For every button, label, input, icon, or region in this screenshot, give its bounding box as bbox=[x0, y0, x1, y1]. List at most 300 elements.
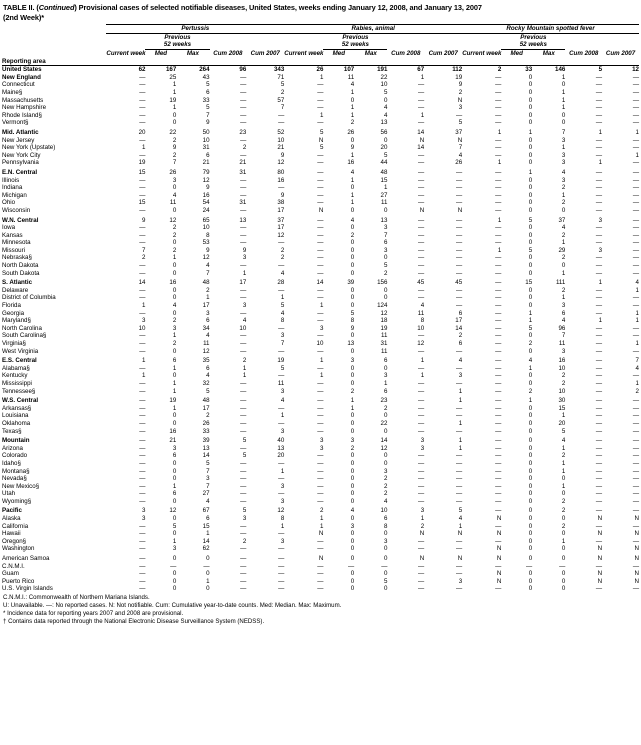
row-value: 45 bbox=[417, 279, 425, 287]
row-value: 3 bbox=[350, 437, 355, 445]
row-value: 6 bbox=[172, 452, 177, 460]
row-value: 3 bbox=[280, 332, 285, 340]
row-value: — bbox=[525, 562, 533, 570]
row-value: N bbox=[496, 515, 502, 523]
row-value: — bbox=[632, 347, 639, 355]
row-value: — bbox=[559, 562, 566, 570]
row-value: 0 bbox=[528, 537, 533, 545]
row-value: — bbox=[139, 555, 146, 563]
row-value: — bbox=[240, 530, 247, 538]
table-row bbox=[2, 184, 639, 192]
row-value: — bbox=[278, 570, 285, 578]
row-value: 34 bbox=[202, 324, 210, 332]
row-value: — bbox=[495, 347, 502, 355]
row-value: — bbox=[595, 294, 603, 302]
table-row bbox=[2, 152, 639, 160]
table-row bbox=[2, 348, 639, 357]
row-value: 2 bbox=[561, 452, 566, 460]
row-value: 1 bbox=[528, 364, 533, 372]
row-value: 0 bbox=[383, 136, 388, 144]
row-value: — bbox=[240, 340, 247, 347]
table-row bbox=[2, 119, 639, 128]
row-value: 0 bbox=[350, 239, 355, 247]
row-value: 9 bbox=[172, 144, 177, 152]
row-value: 0 bbox=[172, 372, 177, 380]
row-value: — bbox=[632, 144, 639, 152]
row-value: 1 bbox=[350, 176, 355, 184]
row-value: — bbox=[456, 545, 463, 553]
footnote-cnmi: C.N.M.I.: Commonwealth of Northern Mariana Islands. bbox=[3, 594, 150, 601]
row-area-label: Oregon§ bbox=[2, 537, 27, 545]
row-value: 11 bbox=[380, 199, 388, 207]
row-value: 7 bbox=[206, 269, 210, 277]
row-value: — bbox=[417, 254, 425, 262]
row-value: — bbox=[278, 577, 285, 585]
row-value: 1 bbox=[172, 404, 177, 412]
row-value: — bbox=[595, 168, 603, 176]
row-value: — bbox=[417, 364, 425, 372]
row-value: 2 bbox=[172, 151, 177, 159]
row-value: 0 bbox=[383, 254, 388, 262]
row-area-label: New Mexico§ bbox=[2, 482, 40, 490]
table-row bbox=[2, 128, 639, 137]
row-value: 5 bbox=[206, 387, 210, 395]
row-value: 2 bbox=[561, 497, 566, 505]
row-value: 7 bbox=[280, 340, 285, 347]
table-row bbox=[2, 144, 639, 152]
row-value: 3 bbox=[383, 224, 388, 232]
row-value: 3 bbox=[242, 515, 247, 523]
row-value: 3 bbox=[319, 444, 324, 452]
row-value: — bbox=[632, 89, 639, 96]
row-value: — bbox=[495, 387, 502, 395]
row-value: 20 bbox=[380, 144, 388, 152]
row-value: 4 bbox=[635, 279, 639, 287]
row-area-label: New England bbox=[2, 73, 41, 81]
row-value: 11 bbox=[558, 340, 566, 347]
group-header-rmsf: Rocky Mountain spotted fever bbox=[462, 25, 639, 34]
row-value: — bbox=[278, 459, 285, 467]
row-value: — bbox=[417, 404, 425, 412]
row-value: — bbox=[417, 159, 425, 167]
row-value: 107 bbox=[343, 66, 355, 74]
row-value: — bbox=[139, 497, 146, 505]
row-value: — bbox=[595, 397, 603, 405]
row-value: 5 bbox=[206, 459, 210, 467]
row-value: 2 bbox=[206, 412, 210, 420]
col-previous-1: Previous bbox=[164, 33, 191, 41]
row-value: 0 bbox=[172, 347, 177, 355]
row-value: 0 bbox=[350, 490, 355, 498]
row-area-label: United States bbox=[2, 66, 42, 74]
row-value: 9 bbox=[350, 324, 355, 332]
row-value: — bbox=[595, 482, 603, 490]
row-value: — bbox=[417, 332, 425, 340]
row-area-label: Nebraska§ bbox=[2, 254, 32, 262]
row-value: — bbox=[317, 104, 324, 112]
row-value: — bbox=[632, 497, 639, 505]
row-value: — bbox=[632, 81, 639, 89]
row-value: 1 bbox=[383, 379, 388, 387]
row-value: — bbox=[495, 497, 502, 505]
row-value: 0 bbox=[528, 577, 533, 585]
row-value: 4 bbox=[206, 332, 210, 340]
row-value: 3 bbox=[319, 437, 324, 445]
row-value: 2 bbox=[172, 136, 177, 144]
row-value: — bbox=[240, 119, 247, 127]
row-value: N bbox=[419, 530, 425, 538]
row-value: 1 bbox=[420, 357, 425, 365]
row-value: N bbox=[597, 570, 603, 578]
row-value: — bbox=[632, 191, 639, 199]
row-value: 15 bbox=[558, 404, 566, 412]
row-value: 1 bbox=[172, 537, 177, 545]
row-area-label: C.N.M.I. bbox=[2, 562, 25, 570]
row-value: — bbox=[456, 562, 463, 570]
row-value: 5 bbox=[280, 302, 285, 310]
table-row bbox=[2, 278, 639, 287]
row-value: — bbox=[456, 459, 463, 467]
row-value: 22 bbox=[380, 419, 388, 427]
row-value: — bbox=[456, 467, 463, 475]
table-row bbox=[2, 74, 639, 82]
row-value: — bbox=[495, 357, 502, 365]
row-value: — bbox=[139, 332, 146, 340]
row-value: — bbox=[139, 184, 146, 192]
row-value: 5 bbox=[528, 324, 533, 332]
row-area-label: Washington bbox=[2, 545, 35, 553]
row-value: 8 bbox=[350, 317, 355, 325]
row-value: 21 bbox=[169, 437, 177, 445]
row-value: 6 bbox=[383, 515, 388, 523]
col-med-2: Med bbox=[332, 50, 345, 58]
row-value: — bbox=[632, 231, 639, 239]
row-value: 6 bbox=[172, 490, 177, 498]
row-value: 1 bbox=[242, 364, 247, 372]
row-value: N bbox=[634, 570, 639, 578]
row-value: — bbox=[417, 537, 425, 545]
row-value: — bbox=[632, 372, 639, 380]
row-value: — bbox=[595, 254, 603, 262]
row-value: 6 bbox=[206, 364, 210, 372]
row-value: — bbox=[317, 459, 324, 467]
row-value: 0 bbox=[528, 545, 533, 553]
row-value: 1 bbox=[319, 515, 324, 523]
row-value: 6 bbox=[383, 357, 388, 365]
row-area-label: Kansas bbox=[2, 231, 23, 239]
row-value: 5 bbox=[319, 128, 324, 136]
row-value: 2 bbox=[635, 387, 639, 395]
row-value: — bbox=[456, 231, 463, 239]
table-row bbox=[2, 412, 639, 420]
row-value: 1 bbox=[350, 199, 355, 207]
row-value: — bbox=[139, 467, 146, 475]
row-value: — bbox=[317, 168, 324, 176]
row-value: 1 bbox=[635, 309, 639, 317]
row-value: — bbox=[417, 104, 425, 112]
row-value: N bbox=[419, 206, 425, 214]
row-value: 26 bbox=[316, 66, 324, 74]
row-value: 80 bbox=[277, 168, 285, 176]
row-value: 0 bbox=[350, 96, 355, 104]
row-value: — bbox=[240, 184, 247, 192]
row-value: 5 bbox=[383, 89, 388, 96]
row-value: — bbox=[278, 111, 285, 119]
row-area-label: Utah bbox=[2, 490, 16, 498]
row-value: — bbox=[456, 246, 463, 254]
row-value: 1 bbox=[319, 111, 324, 119]
row-value: 10 bbox=[417, 324, 425, 332]
row-value: 3 bbox=[383, 372, 388, 380]
table-row bbox=[2, 356, 639, 365]
row-area-label: Alabama§ bbox=[2, 364, 30, 372]
row-value: 8 bbox=[280, 515, 285, 523]
table-row bbox=[2, 436, 639, 445]
row-value: 0 bbox=[172, 412, 177, 420]
row-value: 0 bbox=[528, 467, 533, 475]
row-value: 0 bbox=[350, 497, 355, 505]
row-value: 1 bbox=[497, 128, 502, 136]
row-value: N bbox=[496, 577, 502, 585]
row-value: — bbox=[139, 73, 146, 81]
row-value: — bbox=[139, 379, 146, 387]
row-value: — bbox=[317, 317, 324, 325]
row-value: 5 bbox=[242, 452, 247, 460]
row-value: — bbox=[417, 246, 425, 254]
row-value: 62 bbox=[138, 66, 146, 74]
row-value: — bbox=[240, 570, 247, 578]
row-value: — bbox=[139, 459, 146, 467]
row-value: 0 bbox=[350, 419, 355, 427]
row-value: — bbox=[456, 452, 463, 460]
row-value: — bbox=[632, 159, 639, 167]
row-value: 21 bbox=[202, 159, 210, 167]
row-value: 31 bbox=[239, 199, 247, 207]
row-value: — bbox=[456, 364, 463, 372]
row-value: — bbox=[632, 262, 639, 270]
row-value: — bbox=[456, 347, 463, 355]
row-value: 7 bbox=[561, 332, 566, 340]
row-value: — bbox=[495, 309, 502, 317]
row-value: — bbox=[456, 216, 463, 224]
row-value: — bbox=[139, 269, 146, 277]
row-value: — bbox=[317, 570, 324, 578]
row-value: 17 bbox=[277, 206, 285, 214]
row-value: 19 bbox=[169, 397, 177, 405]
row-value: 1 bbox=[420, 372, 425, 380]
row-value: — bbox=[278, 490, 285, 498]
row-value: 5 bbox=[383, 151, 388, 159]
row-value: — bbox=[456, 537, 463, 545]
row-value: — bbox=[595, 372, 603, 380]
row-value: — bbox=[317, 585, 324, 593]
row-value: 0 bbox=[172, 206, 177, 214]
footnotes bbox=[3, 594, 638, 626]
row-value: — bbox=[495, 372, 502, 380]
col-52weeks-1: 52 weeks bbox=[145, 41, 209, 49]
row-value: — bbox=[632, 427, 639, 435]
table-row bbox=[2, 332, 639, 340]
row-value: 4 bbox=[458, 357, 463, 365]
row-value: 5 bbox=[172, 522, 177, 530]
row-value: 1 bbox=[561, 537, 566, 545]
row-value: 0 bbox=[528, 269, 533, 277]
row-value: 9 bbox=[458, 81, 463, 89]
row-value: N bbox=[318, 136, 324, 144]
row-value: — bbox=[203, 562, 210, 570]
table-row bbox=[2, 232, 639, 240]
row-value: — bbox=[240, 577, 247, 585]
row-value: — bbox=[139, 231, 146, 239]
row-value: 3 bbox=[280, 497, 285, 505]
row-value: 0 bbox=[350, 286, 355, 294]
row-value: — bbox=[595, 427, 603, 435]
row-value: — bbox=[317, 419, 324, 427]
row-value: — bbox=[456, 427, 463, 435]
row-value: 13 bbox=[277, 444, 285, 452]
row-value: 2 bbox=[561, 507, 566, 515]
table-row bbox=[2, 428, 639, 437]
table-row bbox=[2, 224, 639, 232]
row-value: 0 bbox=[172, 585, 177, 593]
row-value: 37 bbox=[558, 216, 566, 224]
row-value: 0 bbox=[383, 545, 388, 553]
row-value: 5 bbox=[528, 246, 533, 254]
row-value: N bbox=[597, 555, 603, 563]
row-value: — bbox=[317, 490, 324, 498]
row-value: 2 bbox=[497, 66, 502, 74]
row-value: 1 bbox=[350, 151, 355, 159]
row-value: — bbox=[317, 482, 324, 490]
row-value: 31 bbox=[380, 340, 388, 347]
row-value: — bbox=[632, 239, 639, 247]
row-value: 1 bbox=[561, 191, 566, 199]
row-value: 17 bbox=[202, 302, 210, 310]
row-value: 56 bbox=[380, 128, 388, 136]
row-value: — bbox=[632, 294, 639, 302]
row-value: 10 bbox=[202, 224, 210, 232]
row-value: 1 bbox=[458, 387, 463, 395]
row-value: — bbox=[595, 89, 603, 96]
row-value: 5 bbox=[458, 119, 463, 127]
row-value: 0 bbox=[528, 555, 533, 563]
row-value: 43 bbox=[202, 73, 210, 81]
row-value: — bbox=[139, 151, 146, 159]
row-value: 0 bbox=[172, 570, 177, 578]
row-value: 4 bbox=[280, 397, 285, 405]
row-value: — bbox=[317, 412, 324, 420]
row-value: 1 bbox=[319, 302, 324, 310]
row-value: 20 bbox=[277, 452, 285, 460]
row-value: 26 bbox=[169, 168, 177, 176]
row-value: — bbox=[632, 199, 639, 207]
row-value: — bbox=[317, 119, 324, 127]
row-value: — bbox=[595, 224, 603, 232]
row-value: 0 bbox=[350, 427, 355, 435]
row-value: — bbox=[139, 482, 146, 490]
row-value: 0 bbox=[172, 262, 177, 270]
row-value: 3 bbox=[598, 246, 603, 254]
row-value: — bbox=[278, 562, 285, 570]
row-value: — bbox=[595, 340, 603, 347]
row-value: — bbox=[139, 437, 146, 445]
row-value: — bbox=[595, 437, 603, 445]
row-value: 124 bbox=[377, 302, 388, 310]
row-value: 9 bbox=[280, 191, 285, 199]
row-value: — bbox=[595, 262, 603, 270]
row-value: 31 bbox=[202, 144, 210, 152]
row-value: — bbox=[139, 176, 146, 184]
row-value: — bbox=[456, 176, 463, 184]
row-value: — bbox=[456, 585, 463, 593]
row-value: 1 bbox=[635, 340, 639, 347]
row-value: N bbox=[419, 136, 425, 144]
row-area-label: Tennessee§ bbox=[2, 387, 36, 395]
row-value: — bbox=[417, 216, 425, 224]
row-value: — bbox=[240, 467, 247, 475]
row-value: — bbox=[240, 379, 247, 387]
table-row bbox=[2, 302, 639, 310]
row-value: — bbox=[139, 397, 146, 405]
row-value: 1 bbox=[172, 332, 177, 340]
row-value: — bbox=[495, 324, 502, 332]
row-value: 2 bbox=[458, 332, 463, 340]
row-value: — bbox=[139, 412, 146, 420]
row-value: — bbox=[456, 224, 463, 232]
row-value: — bbox=[495, 507, 502, 515]
row-value: — bbox=[495, 168, 502, 176]
row-value: — bbox=[456, 239, 463, 247]
table-row bbox=[2, 538, 639, 546]
row-value: — bbox=[240, 224, 247, 232]
row-value: 7 bbox=[635, 357, 639, 365]
row-area-label: Rhode Island§ bbox=[2, 111, 42, 119]
row-value: 1 bbox=[635, 379, 639, 387]
row-value: N bbox=[457, 96, 463, 104]
row-value: — bbox=[456, 262, 463, 270]
row-area-label: Iowa bbox=[2, 224, 16, 232]
table-row bbox=[2, 570, 639, 578]
table-row bbox=[2, 545, 639, 554]
row-value: 0 bbox=[383, 585, 388, 593]
row-value: 21 bbox=[239, 159, 247, 167]
table-row bbox=[2, 177, 639, 185]
row-area-label: West Virginia bbox=[2, 347, 39, 355]
row-value: 12 bbox=[277, 507, 285, 515]
row-value: 0 bbox=[528, 294, 533, 302]
row-value: — bbox=[495, 585, 502, 593]
row-value: — bbox=[139, 475, 146, 483]
row-value: 7 bbox=[383, 231, 388, 239]
row-value: — bbox=[456, 475, 463, 483]
row-value: — bbox=[317, 254, 324, 262]
row-value: 0 bbox=[528, 184, 533, 192]
row-value: — bbox=[170, 562, 177, 570]
row-value: — bbox=[417, 231, 425, 239]
row-value: — bbox=[595, 379, 603, 387]
row-value: — bbox=[139, 104, 146, 112]
table-row bbox=[2, 460, 639, 468]
table-row bbox=[2, 262, 639, 270]
row-value: 0 bbox=[561, 585, 566, 593]
row-value: 6 bbox=[458, 340, 463, 347]
row-value: 15 bbox=[525, 279, 533, 287]
row-value: 0 bbox=[528, 144, 533, 152]
row-area-label: New York City bbox=[2, 151, 41, 159]
row-value: 3 bbox=[458, 104, 463, 112]
row-value: — bbox=[139, 570, 146, 578]
row-value: — bbox=[456, 570, 463, 578]
